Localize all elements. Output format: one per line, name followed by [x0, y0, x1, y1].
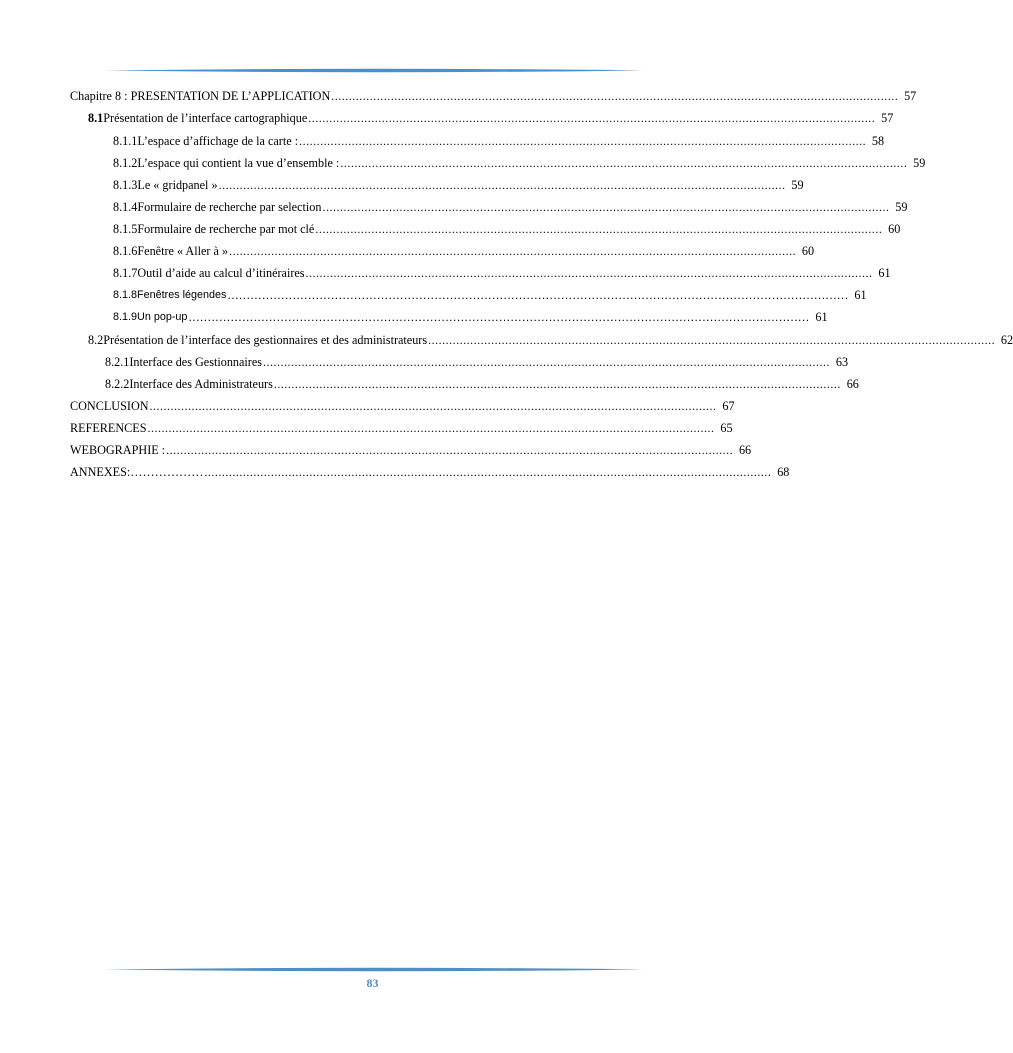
toc-entry-title: Fenêtre « Aller à » [137, 244, 229, 258]
toc-entry-page: 65 [720, 421, 733, 435]
page-number: 83 [366, 976, 379, 990]
toc-entry-page: 61 [878, 266, 891, 280]
toc-entry-webographie[interactable] [70, 441, 752, 459]
toc-entry-title: Chapitre 8 : PRESENTATION DE L’APPLICATION [70, 89, 331, 103]
toc-entry-8-2[interactable] [88, 331, 1013, 349]
toc-entry-page: 57 [881, 111, 894, 125]
toc-entry-8-1-8[interactable] [113, 286, 867, 304]
toc-entry-number: 8.1.9 [113, 311, 138, 323]
toc-leader-dots: .................................................................................................................................................................. [273, 377, 841, 391]
toc-entry-number: 8.2.2 [105, 377, 130, 391]
header-rule [105, 68, 643, 73]
toc-entry-8-1-6[interactable] [113, 242, 815, 260]
toc-entry-page: 59 [791, 178, 804, 192]
toc-entry-page: 58 [871, 134, 885, 148]
toc-entry-number: 8.1.6 [113, 244, 138, 258]
toc-entry-title: CONCLUSION [70, 399, 149, 413]
toc-entry-page: 63 [835, 355, 849, 369]
toc-entry-number: 8.1.8 [113, 289, 138, 301]
toc-entry-page: 61 [815, 310, 828, 324]
toc-entry-page: 59 [913, 156, 926, 170]
toc-entry-8-1-5[interactable] [113, 220, 901, 238]
toc-entry-number: 8.2.1 [105, 355, 130, 369]
toc-entry-title: Interface des Administrateurs [129, 377, 273, 391]
toc-entry-title: Outil d’aide au calcul d’itinéraires [137, 266, 305, 280]
toc-leader-dots: .................................................................................................................................................................. [331, 89, 899, 103]
toc-leader-dots: .................................................................................................................................................................. [299, 134, 867, 148]
toc-entry-page: 62 [1000, 333, 1013, 347]
toc-leader-dots: .................................................................................................................................................................. [166, 443, 734, 457]
toc-leader-dots: .................................................................................................................................................................. [308, 111, 876, 125]
toc-entry-page: 60 [801, 244, 815, 258]
toc-entry-page: 61 [854, 288, 867, 302]
toc-entry-references[interactable] [70, 419, 733, 437]
toc-entry-conclusion[interactable] [70, 397, 735, 415]
toc-leader-dots: .................................................................................................................................................................. [305, 266, 873, 280]
toc-entry-8-1[interactable] [88, 109, 894, 127]
toc-entry-page: 57 [904, 89, 917, 103]
toc-entry-number: 8.1.2 [113, 156, 138, 170]
toc-entry-title: ANNEXES:……………… [70, 465, 204, 479]
toc-entry-title: L’espace qui contient la vue d’ensemble : [137, 156, 340, 170]
toc-entry-title: Fenêtres légendes [137, 289, 227, 301]
toc-entry-title: Formulaire de recherche par selection [137, 200, 322, 214]
toc-leader-dots: .................................................................................................................................................................. [322, 200, 890, 214]
toc-leader-dots: .................................................................................................................................................................. [263, 355, 831, 369]
toc-entry-number: 8.1 [88, 111, 104, 125]
toc-entry-title: Un pop-up [137, 311, 188, 323]
toc-entry-number: 8.2 [88, 333, 104, 347]
toc-leader-dots: .................................................................................................................................................................. [227, 288, 849, 302]
toc-entry-number: 8.1.3 [113, 178, 138, 192]
toc-entry-page: 66 [846, 377, 859, 391]
toc-leader-dots: .................................................................................................................................................................. [204, 465, 772, 479]
toc-leader-dots: .................................................................................................................................................................. [428, 333, 996, 347]
toc-entry-title: WEBOGRAPHIE : [70, 443, 166, 457]
toc-entry-page: 60 [888, 222, 901, 236]
toc-entry-8-1-3[interactable] [113, 176, 804, 194]
toc-entry-number: 8.1.1 [113, 134, 138, 148]
toc-entry-8-1-4[interactable] [113, 198, 908, 216]
toc-leader-dots: .................................................................................................................................................................. [188, 310, 810, 324]
toc-leader-dots: .................................................................................................................................................................. [147, 421, 715, 435]
toc-entry-title: Le « gridpanel » [137, 178, 218, 192]
toc-entry-8-1-2[interactable] [113, 154, 926, 172]
toc-leader-dots: .................................................................................................................................................................. [229, 244, 797, 258]
toc-entry-title: Présentation de l’interface cartographique [103, 111, 308, 125]
toc-entry-8-1-7[interactable] [113, 264, 891, 282]
footer-rule [105, 967, 643, 972]
toc-entry-number: 8.1.4 [113, 200, 138, 214]
toc-entry-page: 68 [777, 465, 790, 479]
toc-entry-title: L’espace d’affichage de la carte : [137, 134, 299, 148]
toc-entry-page: 59 [895, 200, 908, 214]
toc-entry-title: Interface des Gestionnaires [129, 355, 263, 369]
toc-entry-8-2-2[interactable] [105, 375, 859, 393]
toc-entry-page: 67 [722, 399, 735, 413]
toc-entry-8-1-9[interactable] [113, 308, 828, 326]
toc-leader-dots: .................................................................................................................................................................. [340, 156, 908, 170]
toc-entry-number: 8.1.7 [113, 266, 138, 280]
toc-entry-title: Présentation de l’interface des gestionnaires et des administrateurs [103, 333, 428, 347]
toc-entry-annexes[interactable] [70, 463, 790, 481]
toc-entry-title: REFERENCES [70, 421, 147, 435]
toc-leader-dots: .................................................................................................................................................................. [149, 399, 717, 413]
toc-leader-dots: .................................................................................................................................................................. [218, 178, 786, 192]
toc-entry-number: 8.1.5 [113, 222, 138, 236]
toc-entry-title: Formulaire de recherche par mot clé [137, 222, 315, 236]
toc-entry-8-2-1[interactable] [105, 353, 849, 371]
toc-entry-8-1-1[interactable] [113, 132, 885, 150]
toc-leader-dots: .................................................................................................................................................................. [315, 222, 883, 236]
toc-entry-chapter-8[interactable] [70, 87, 917, 105]
toc-entry-page: 66 [738, 443, 752, 457]
